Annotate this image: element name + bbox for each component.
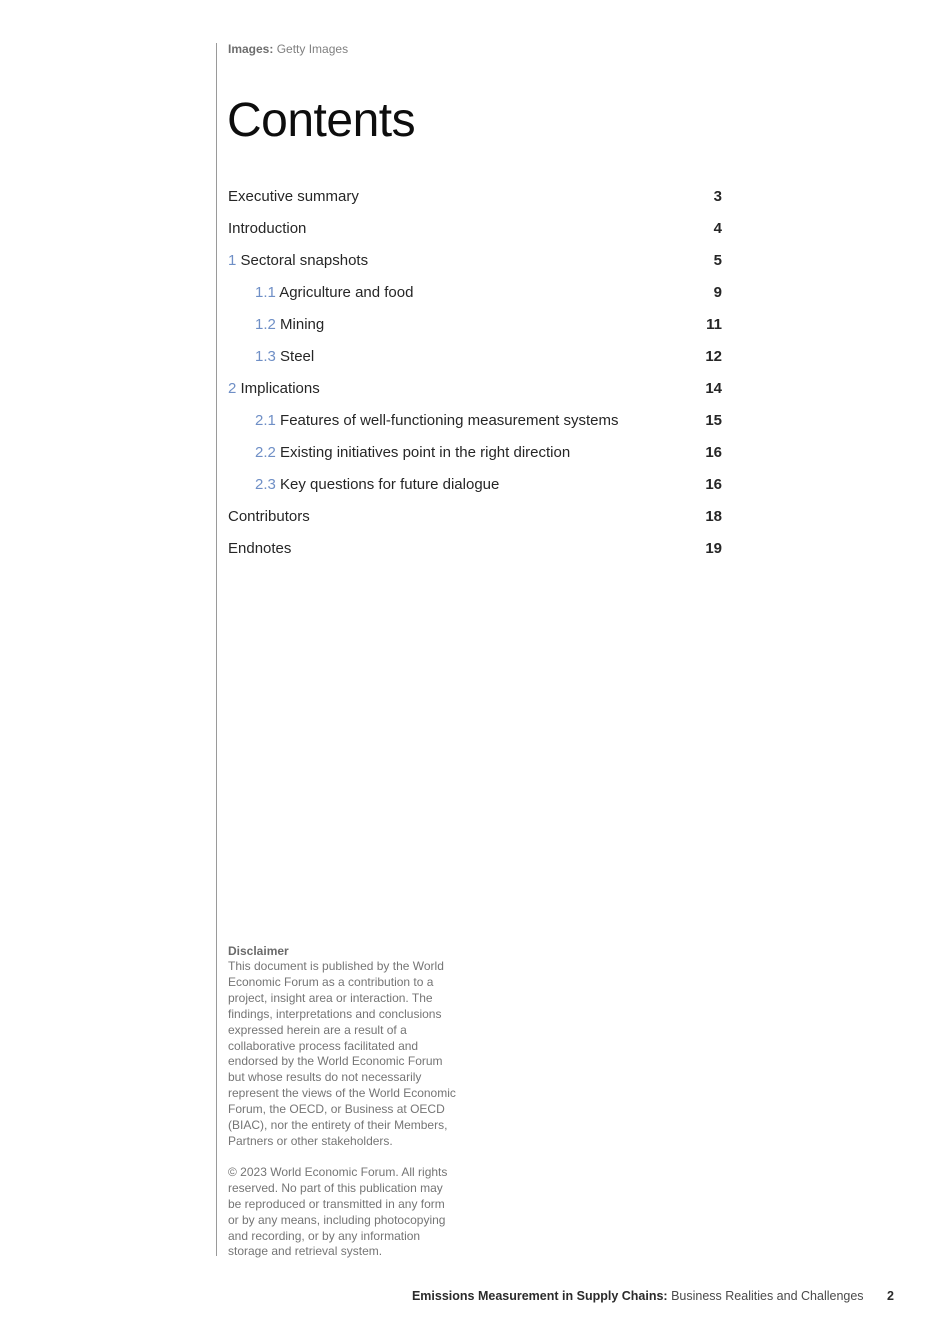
- toc-item-label: Steel: [280, 348, 315, 365]
- toc-item-label: Contributors: [228, 508, 310, 525]
- toc-item-number: 1.2: [255, 316, 276, 333]
- toc-item-number: 2.2: [255, 444, 276, 461]
- toc-item-page: 18: [705, 508, 722, 525]
- toc-item-number: 2: [228, 380, 237, 397]
- image-credit: [228, 42, 348, 56]
- disclaimer-body: This document is published by the World Economic Forum as a contribution to a project, insight area or interaction. The findings, interpretations and conclusions expressed herein are a result of a collaborative process facilitated and endorsed by the World Economic Forum but whose results do not necessarily represent the views of the World Economic Forum, the OECD, or Business at OECD (BIAC), nor the entirety of their Members, Partners or other stakeholders.: [228, 959, 456, 1148]
- toc-item-introduction[interactable]: [228, 213, 722, 245]
- toc-item-page: 15: [705, 412, 722, 429]
- toc-item-number: 1.1: [255, 284, 276, 301]
- toc-item-executive-summary[interactable]: [228, 181, 722, 213]
- margin-rule: [216, 43, 217, 1256]
- toc-item-number: 1.3: [255, 348, 276, 365]
- table-of-contents: [228, 181, 722, 565]
- toc-item-endnotes[interactable]: [228, 533, 722, 565]
- toc-item-sectoral-snapshots[interactable]: [228, 245, 722, 277]
- toc-item-number: 1: [228, 252, 237, 269]
- footer-title-bold: Emissions Measurement in Supply Chains:: [411, 1289, 668, 1303]
- page-number: 2: [887, 1289, 894, 1303]
- toc-item-label: Features of well-functioning measurement systems: [280, 412, 619, 429]
- toc-item-page: 4: [713, 220, 722, 237]
- toc-item-label: Endnotes: [228, 540, 292, 557]
- toc-item-page: 9: [713, 284, 722, 301]
- toc-item-existing-initiatives[interactable]: [228, 437, 722, 469]
- toc-item-number: 2.1: [255, 412, 276, 429]
- toc-item-key-questions[interactable]: [228, 469, 722, 501]
- toc-item-implications[interactable]: [228, 373, 722, 405]
- toc-item-page: 19: [705, 540, 722, 557]
- toc-item-label: Key questions for future dialogue: [280, 476, 500, 493]
- footer-title-rest: Business Realities and Challenges: [671, 1289, 864, 1303]
- toc-item-label: Existing initiatives point in the right direction: [280, 444, 571, 461]
- toc-item-page: 16: [705, 444, 722, 461]
- image-credit-label: Images:: [228, 42, 274, 56]
- copyright-notice: © 2023 World Economic Forum. All rights reserved. No part of this publication may be reproduced or transmitted in any form or by any means, including photocopying and recording, or by any information storage and retrieval system.: [228, 1164, 448, 1259]
- disclaimer-heading: Disclaimer: [228, 944, 289, 958]
- toc-item-label: Sectoral snapshots: [240, 252, 369, 269]
- toc-item-page: 3: [713, 188, 722, 205]
- page-footer: [412, 1289, 894, 1303]
- toc-item-mining[interactable]: [228, 309, 722, 341]
- page-title: Contents: [227, 94, 416, 147]
- toc-item-page: 16: [705, 476, 722, 493]
- toc-item-page: 14: [705, 380, 722, 397]
- toc-item-label: Agriculture and food: [279, 284, 414, 301]
- toc-item-number: 2.3: [255, 476, 276, 493]
- image-credit-value: Getty Images: [276, 42, 349, 56]
- toc-item-page: 5: [713, 252, 722, 269]
- toc-item-label: Executive summary: [228, 188, 359, 205]
- toc-item-label: Mining: [280, 316, 325, 333]
- toc-item-label: Implications: [240, 380, 320, 397]
- toc-item-steel[interactable]: [228, 341, 722, 373]
- toc-item-page: 12: [705, 348, 722, 365]
- disclaimer-block: [228, 943, 456, 1260]
- toc-item-contributors[interactable]: [228, 501, 722, 533]
- toc-item-agriculture-and-food[interactable]: [228, 277, 722, 309]
- toc-item-page: 11: [706, 316, 722, 333]
- toc-item-features-of-measurement-systems[interactable]: [228, 405, 722, 437]
- toc-item-label: Introduction: [228, 220, 307, 237]
